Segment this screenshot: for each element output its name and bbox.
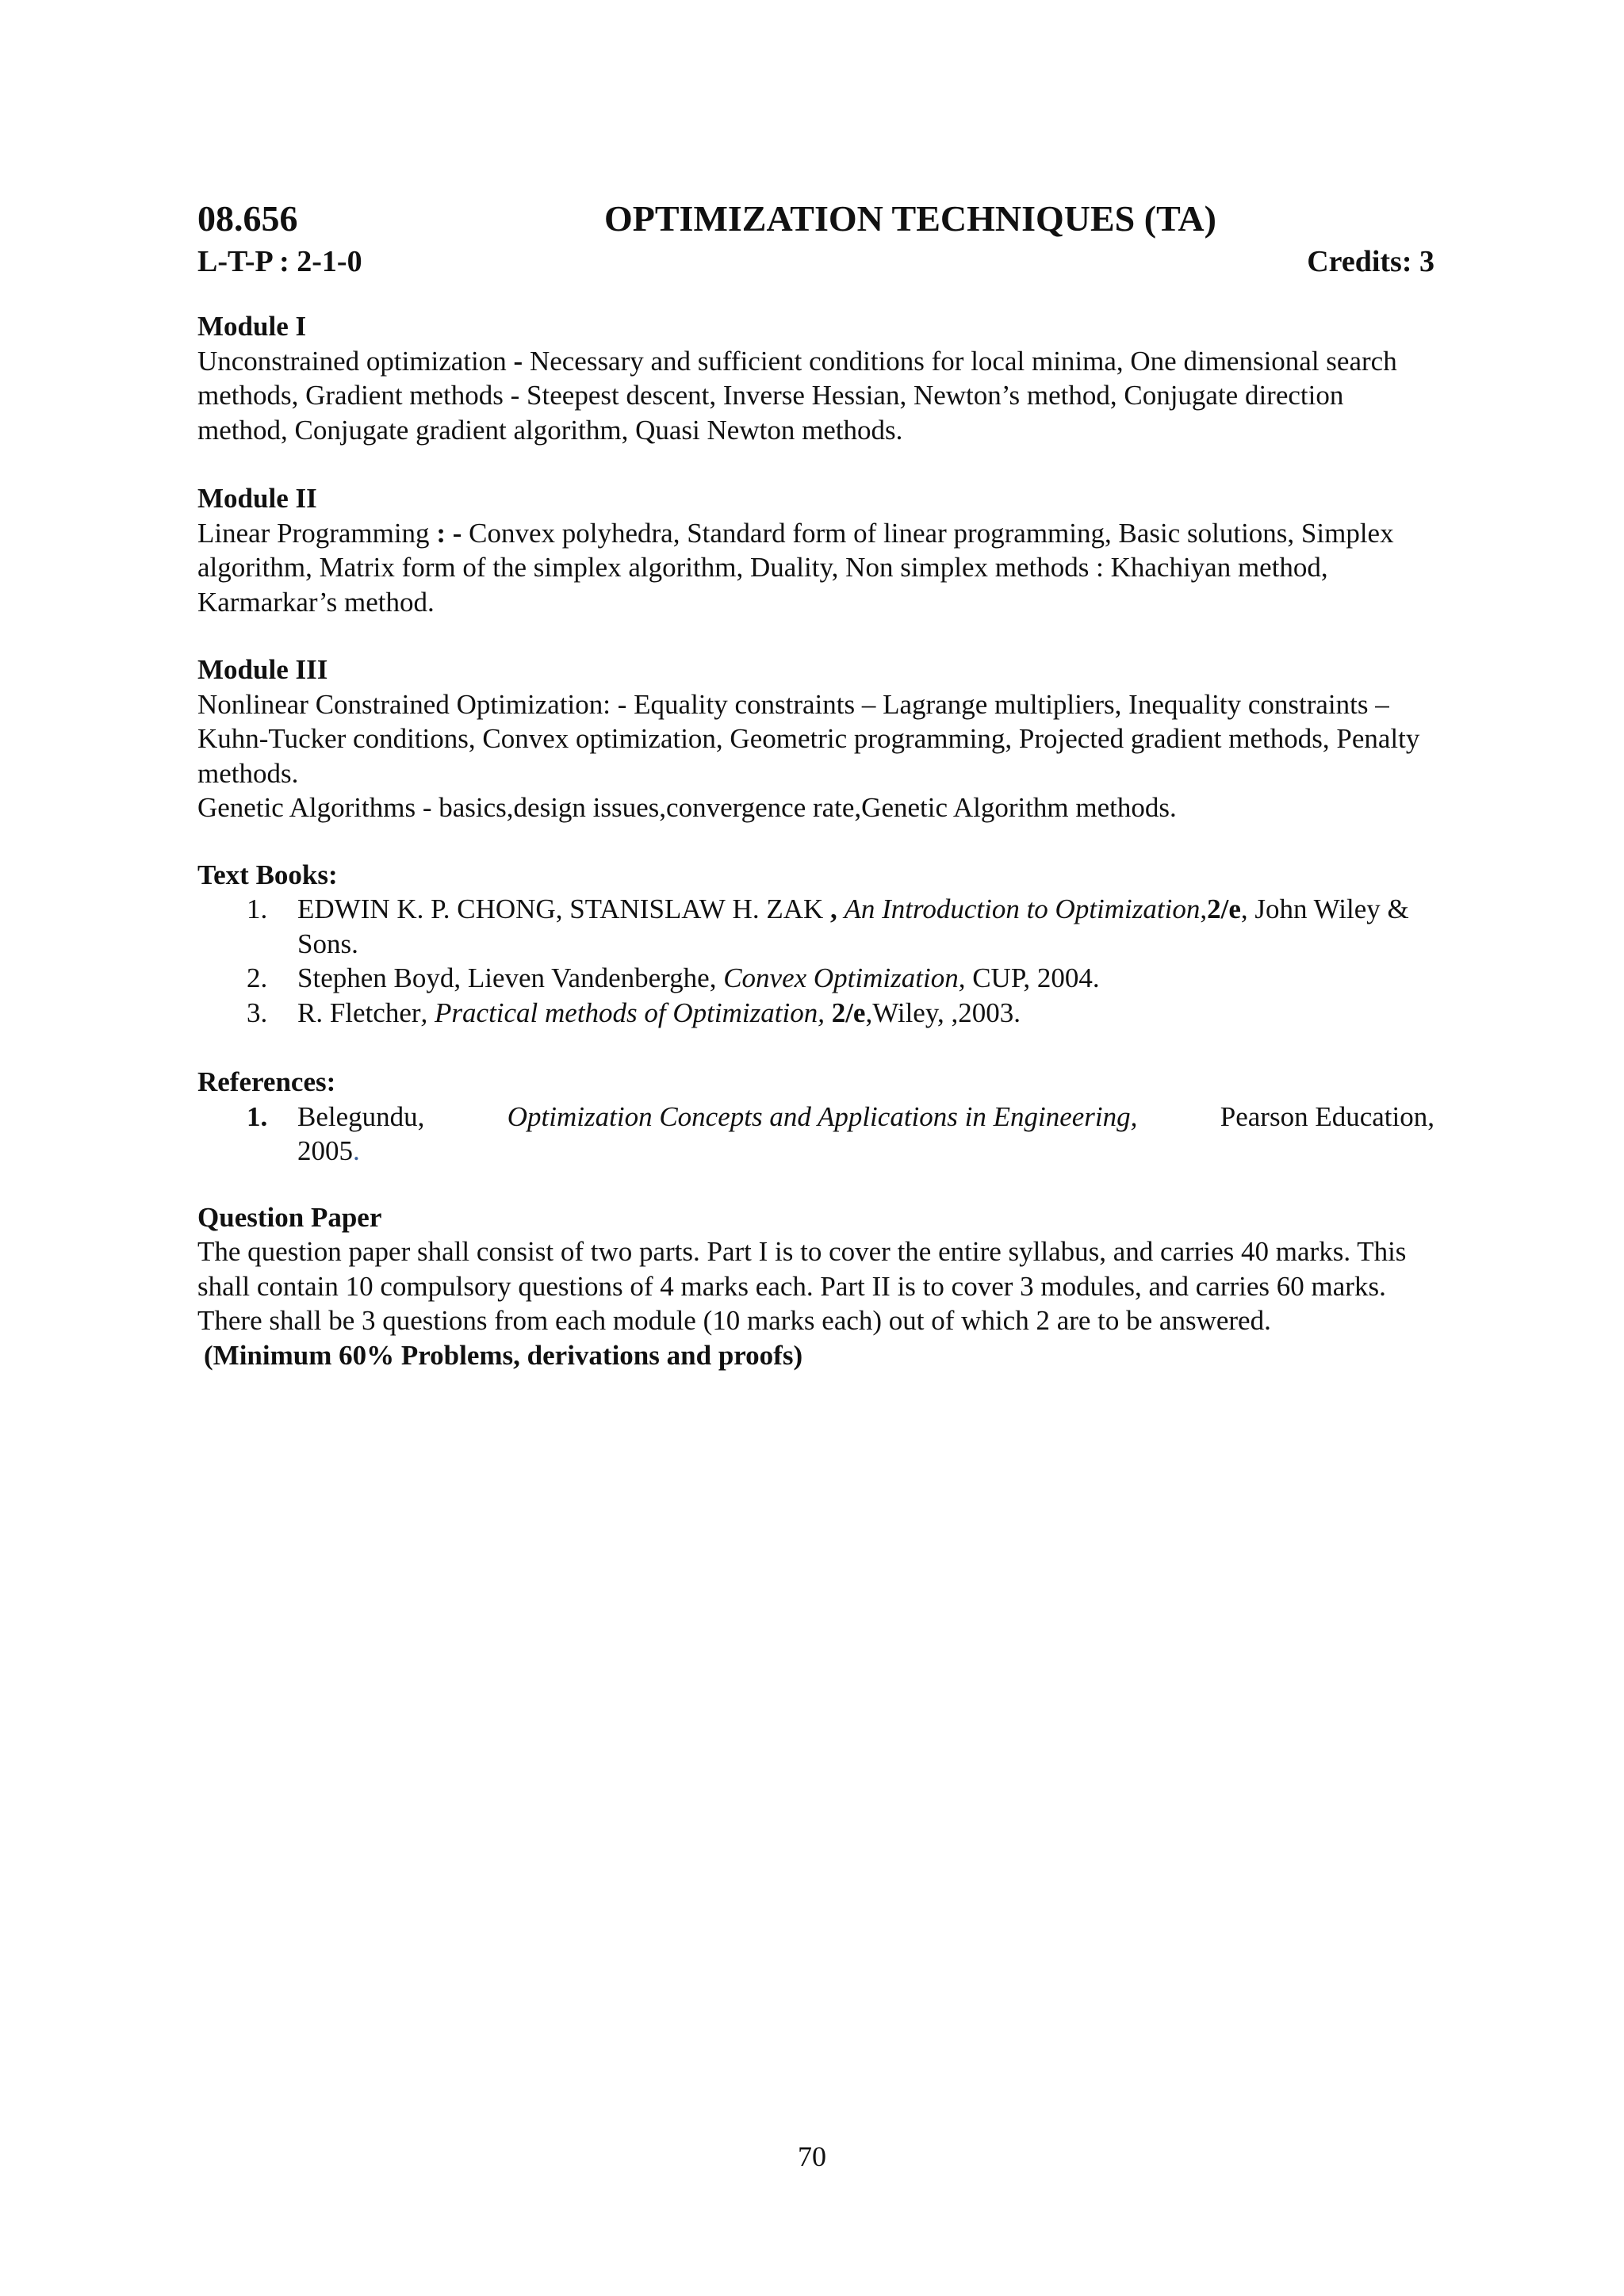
reference-title: Optimization Concepts and Applications in Engineering, [507,1100,1138,1132]
book-title: Convex Optimization, [723,962,966,993]
course-title: OPTIMIZATION TECHNIQUES (TA) [604,198,1216,239]
question-paper [197,1200,1434,1373]
module-3 [197,652,1434,825]
book-author-smallcaps: TANISLAW [584,894,726,924]
reference-year-line [297,1134,1434,1169]
text-books [197,858,1434,1031]
page-number: 70 [798,2141,826,2172]
list-item [197,892,1434,961]
module-2-text [197,516,1434,620]
list-item [197,996,1434,1031]
book-edition: 2/e [1207,894,1241,924]
module-1-heading: Module I [197,311,307,342]
book-punct [825,997,832,1028]
page-content [197,195,1434,1372]
book-title: An Introduction to Optimization [844,894,1201,924]
book-separator: , [823,894,845,924]
text-books-list [197,892,1434,1030]
module-2-separator: : - [436,517,462,549]
book-publisher: , John Wiley & Sons. [297,894,1409,959]
references [197,1065,1434,1169]
book-author-smallcaps: HONG [475,894,556,924]
course-meta [197,243,1434,281]
book-title: , Practical methods of Optimization, [420,997,825,1028]
book-edition: 2/e [831,997,866,1028]
book-publisher: ,Wiley, ,2003. [865,997,1021,1028]
book-author-smallcaps: AK [783,894,824,924]
reference-author: Belegundu, [297,1100,425,1132]
module-1-contents: Necessary and sufficient conditions for local minima, One dimensional search methods, Gradient methods - Steepest descent, Inverse Hessian, Newton’s method, Conjugate direction method, Conjugate gradient algorithm, Quasi Newton methods. [197,345,1397,446]
references-heading: References: [197,1066,336,1097]
list-item [197,1100,1434,1169]
list-number: 1. [247,894,268,924]
text-books-heading: Text Books: [197,859,338,890]
list-item [197,961,1434,996]
course-code: 08.656 [197,198,298,239]
module-3-text-genetic: Genetic Algorithms - basics,design issues,convergence rate,Genetic Algorithm methods. [197,792,1177,823]
reference-line [297,1100,1434,1135]
book-punct: , [1200,894,1208,924]
list-number: 1. [247,1100,268,1132]
module-1-text [197,344,1434,448]
module-2-topic: Linear Programming [197,517,437,549]
reference-punct: . [353,1135,360,1166]
book-author: EDWIN K. P. C [297,894,476,924]
question-paper-note: (Minimum 60% Problems, derivations and proofs) [204,1339,803,1371]
reference-year: 2005 [297,1135,353,1166]
module-3-heading: Module III [197,654,328,685]
book-author: R. Fletcher [297,997,421,1028]
question-paper-text: The question paper shall consist of two parts. Part I is to cover the entire syllabus, and carries 40 marks. This shall contain 10 compulsory questions of 4 marks each. Part II is to cover 3 modules, and carries 60 marks. There shall be 3 questions from each module (10 marks each) out of which 2 are to be answered. [197,1236,1407,1336]
reference-publisher: Pearson Education, [1220,1100,1434,1132]
module-3-text: Nonlinear Constrained Optimization: - Equality constraints – Lagrange multipliers, Inequality constraints – Kuhn-Tucker conditions, Convex optimization, Geometric programming, Projected gradient methods, Penalty methods. [197,688,1420,789]
module-1-topic: Unconstrained optimization [197,345,507,377]
module-1 [197,309,1434,447]
book-author: , S [555,894,585,924]
book-author: H. Z [725,894,783,924]
question-paper-heading: Question Paper [197,1201,382,1233]
book-publisher: CUP, 2004. [965,962,1100,993]
book-author: Stephen Boyd, Lieven Vandenberghe, [297,962,724,993]
list-number: 3. [247,997,268,1028]
list-number: 2. [247,962,268,993]
module-2-heading: Module II [197,483,317,514]
module-1-separator: - [506,345,530,377]
course-header [197,195,1434,243]
module-2 [197,481,1434,619]
credits-label: Credits: 3 [1307,245,1434,278]
module-2-contents: Convex polyhedra, Standard form of linear programming, Basic solutions, Simplex algorithm, Matrix form of the simplex algorithm, Duality, Non simplex methods : Khachiyan method, Karmarkar’s method. [197,517,1394,618]
ltp-label: L-T-P : 2-1-0 [197,245,362,278]
